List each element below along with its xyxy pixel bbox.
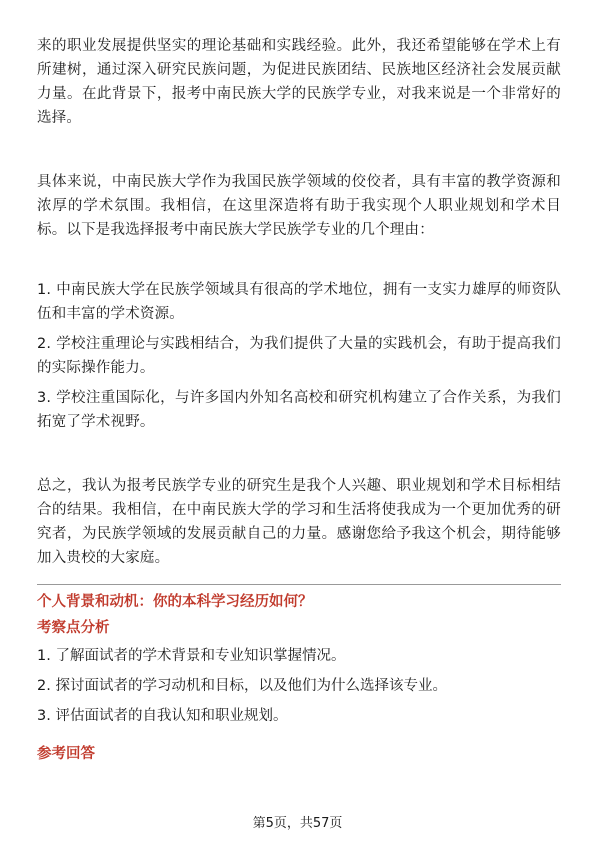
intro-paragraph-2: 具体来说，中南民族大学作为我国民族学领域的佼佼者，具有丰富的教学资源和浓厚的学术氛围。我相信，在这里深造将有助于我实现个人职业规划和学术目标。以下是我选择报考中南民族大学民族学专业的几个理由： [37, 174, 561, 238]
page-content [37, 34, 561, 767]
analysis-point-3: 3. 评估面试者的自我认知和职业规划。 [37, 708, 288, 724]
reason-3: 3. 学校注重国际化，与许多国内外知名高校和研究机构建立了合作关系，为我们拓宽了学术视野。 [37, 390, 561, 430]
analysis-list [37, 641, 561, 731]
page-number: 第5页，共57页 [252, 816, 343, 831]
spacer [37, 434, 561, 474]
reason-1: 1. 中南民族大学在民族学领域具有很高的学术地位，拥有一支实力雄厚的师资队伍和丰富的学术资源。 [37, 282, 561, 322]
spacer [37, 130, 561, 170]
analysis-heading: 考察点分析 [37, 620, 110, 636]
answer-heading: 参考回答 [37, 746, 95, 762]
conclusion-paragraph: 总之，我认为报考民族学专业的研究生是我个人兴趣、职业规划和学术目标相结合的结果。我相信，在中南民族大学的学习和生活将使我成为一个更加优秀的研究者，为民族学领域的发展贡献自己的力量。感谢您给予我这个机会，期待能够加入贵校的大家庭。 [37, 478, 561, 566]
question-title: 个人背景和动机：你的本科学习经历如何？ [37, 594, 313, 610]
spacer [37, 242, 561, 278]
section-divider [37, 584, 561, 585]
intro-paragraph-1: 来的职业发展提供坚实的理论基础和实践经验。此外，我还希望能够在学术上有所建树，通过深入研究民族问题，为促进民族团结、民族地区经济社会发展贡献力量。在此背景下，报考中南民族大学的民族学专业，对我来说是一个非常好的选择。 [37, 38, 561, 126]
analysis-point-1: 1. 了解面试者的学术背景和专业知识掌握情况。 [37, 648, 346, 664]
reason-2: 2. 学校注重理论与实践相结合，为我们提供了大量的实践机会，有助于提高我们的实际操作能力。 [37, 336, 561, 376]
analysis-point-2: 2. 探讨面试者的学习动机和目标，以及他们为什么选择该专业。 [37, 678, 447, 694]
